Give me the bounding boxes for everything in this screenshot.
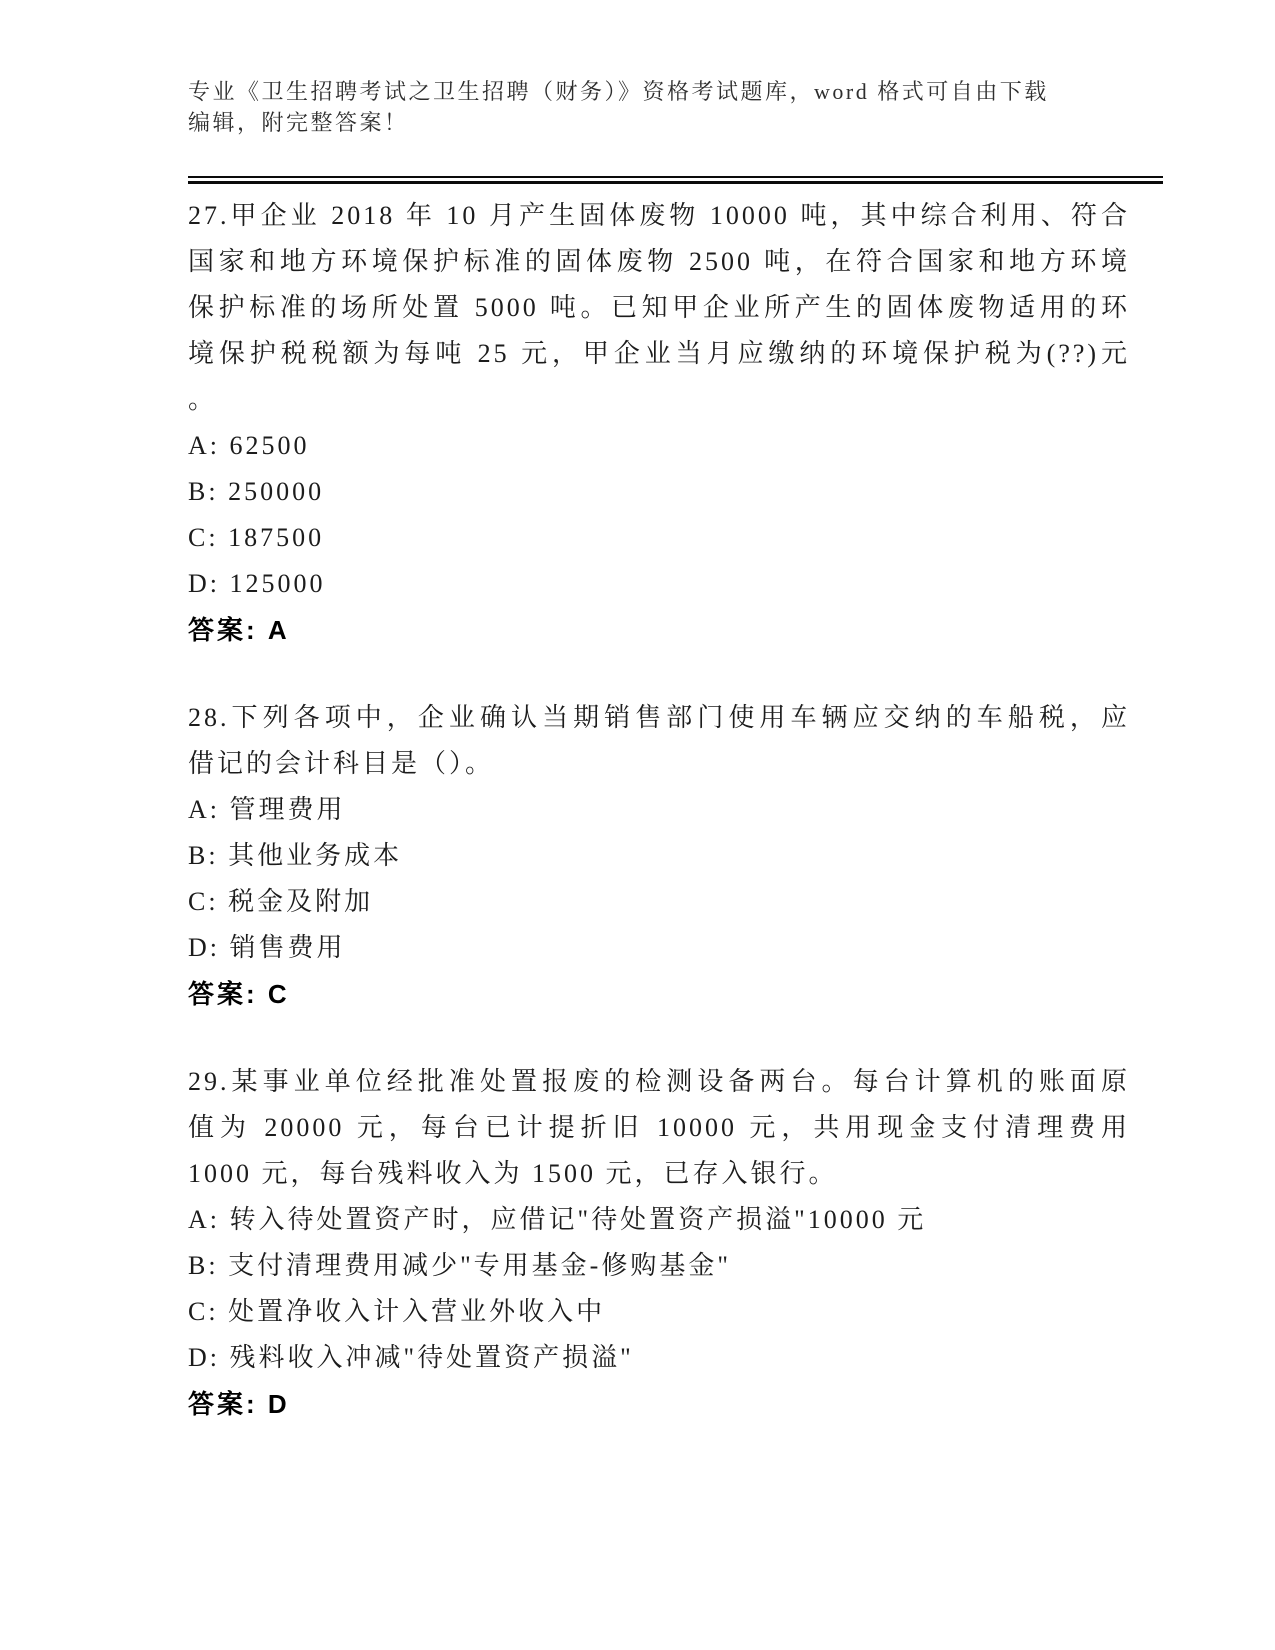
question-text-line: 。: [188, 385, 218, 414]
question-block-29: [188, 1059, 1130, 1427]
option-c: C: 处置净收入计入营业外收入中: [188, 1297, 606, 1326]
option-b: B: 250000: [188, 477, 325, 506]
answer-line: 答案: A: [188, 615, 290, 645]
option-a: A: 62500: [188, 431, 310, 460]
header-line: 专业《卫生招聘考试之卫生招聘（财务）》资格考试题库，word 格式可自由下载: [188, 79, 1049, 104]
question-text-line: 保护标准的场所处置 5000 吨。已知甲企业所产生的固体废物适用的环: [188, 293, 1130, 322]
header-line: 编辑，附完整答案！: [188, 110, 409, 135]
document-header: [188, 76, 1128, 138]
option-b: B: 其他业务成本: [188, 841, 403, 870]
header-divider: [188, 176, 1163, 184]
question-block-27: [188, 193, 1130, 653]
question-text-line: 29.某事业单位经批准处置报废的检测设备两台。每台计算机的账面原: [188, 1067, 1130, 1096]
question-block-28: [188, 695, 1130, 1017]
question-text-line: 借记的会计科目是（）。: [188, 749, 495, 778]
question-text-line: 国家和地方环境保护标准的固体废物 2500 吨，在符合国家和地方环境: [188, 247, 1130, 276]
document-content: [188, 76, 1163, 1427]
question-text-line: 值为 20000 元，每台已计提折旧 10000 元，共用现金支付清理费用: [188, 1113, 1130, 1142]
question-text-line: 27.甲企业 2018 年 10 月产生固体废物 10000 吨，其中综合利用、符合: [188, 201, 1130, 230]
question-text-line: 境保护税税额为每吨 25 元，甲企业当月应缴纳的环境保护税为(??)元: [188, 339, 1130, 368]
question-text-line: 1000 元，每台残料收入为 1500 元，已存入银行。: [188, 1159, 838, 1188]
option-a: A: 管理费用: [188, 795, 346, 824]
answer-line: 答案: D: [188, 1389, 290, 1419]
option-d: D: 残料收入冲减"待处置资产损溢": [188, 1343, 634, 1372]
option-a: A: 转入待处置资产时，应借记"待处置资产损溢"10000 元: [188, 1205, 927, 1234]
question-text-line: 28.下列各项中，企业确认当期销售部门使用车辆应交纳的车船税，应: [188, 703, 1130, 732]
option-d: D: 销售费用: [188, 933, 346, 962]
option-c: C: 税金及附加: [188, 887, 374, 916]
option-d: D: 125000: [188, 569, 326, 598]
option-c: C: 187500: [188, 523, 325, 552]
answer-line: 答案: C: [188, 979, 290, 1009]
option-b: B: 支付清理费用减少"专用基金-修购基金": [188, 1251, 731, 1280]
